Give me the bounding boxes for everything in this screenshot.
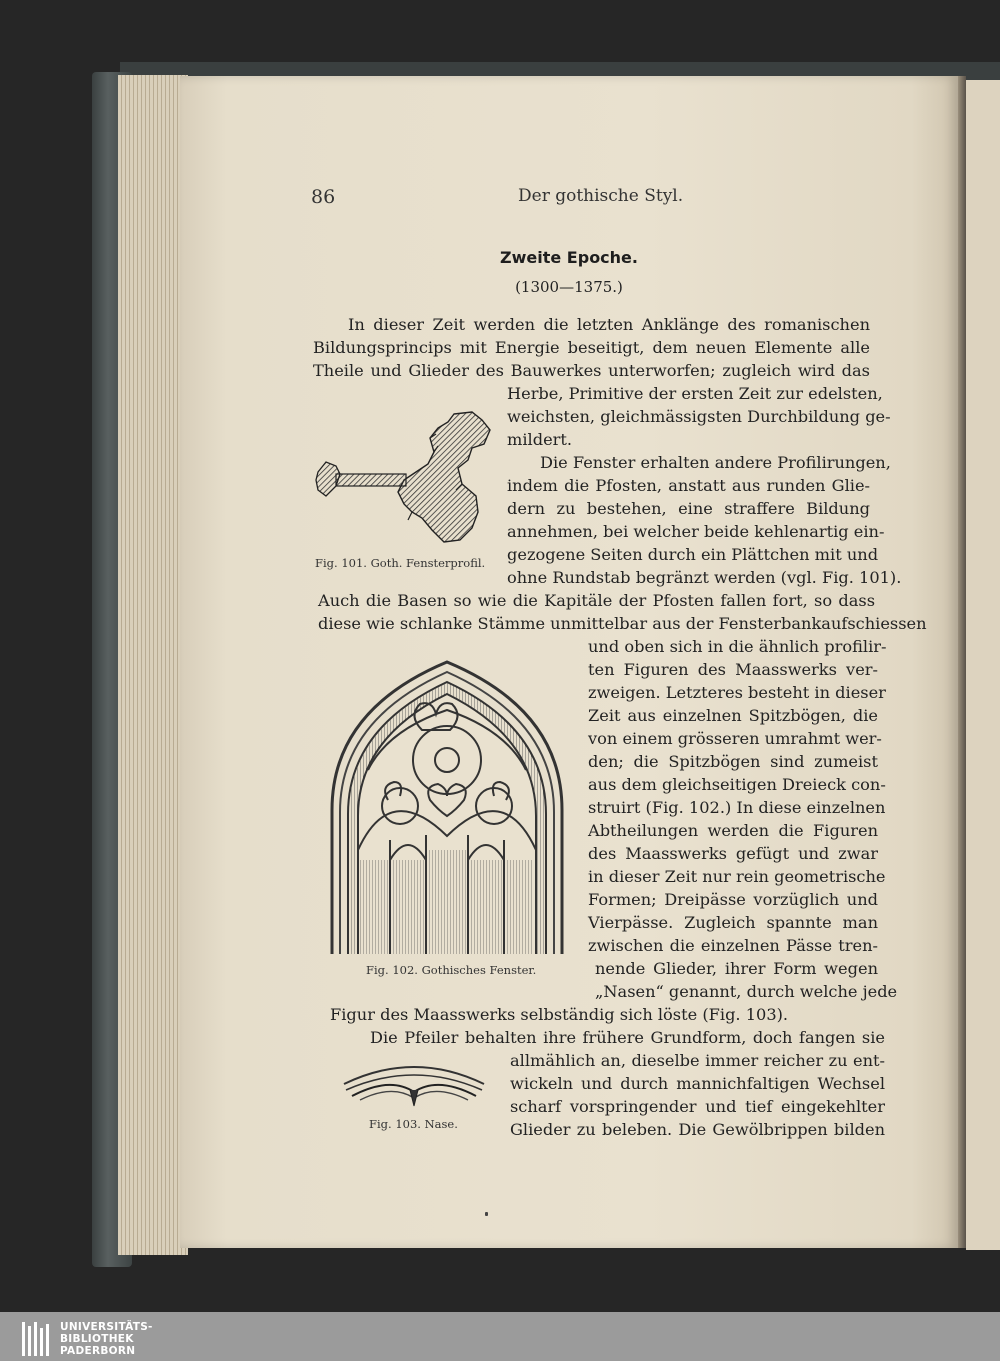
text-line: Glieder zu beleben. Die Gewölbrippen bilden — [510, 1120, 885, 1139]
text-line: Die Fenster erhalten andere Profilirungen, — [540, 453, 891, 472]
text-line: indem die Pfosten, anstatt aus runden Glie- — [507, 476, 870, 495]
facing-page-edge — [966, 80, 1000, 1250]
text-line: zwischen die einzelnen Pässe tren- — [588, 936, 878, 955]
text-line: gezogene Seiten durch ein Plättchen mit und — [507, 545, 879, 564]
text-line: Figur des Maasswerks selbständig sich löste (Fig. 103). — [330, 1005, 789, 1024]
text-line: zweigen. Letzteres besteht in dieser — [588, 683, 886, 702]
text-line: von einem grösseren umrahmt wer- — [588, 729, 882, 748]
book-gutter — [958, 76, 966, 1248]
library-logo-icon — [22, 1322, 52, 1356]
section-years: (1300—1375.) — [515, 278, 623, 296]
text-line: Vierpässe. Zugleich spannte man — [588, 913, 878, 932]
text-line: „Nasen“ genannt, durch welche jede — [595, 982, 898, 1001]
fig-102-gothic-window — [330, 660, 564, 956]
section-title: Zweite Epoche. — [500, 248, 638, 267]
fig-103-cusp — [340, 1060, 488, 1112]
text-line: Bildungsprincips mit Energie beseitigt, dem neuen Elemente alle — [313, 338, 870, 357]
text-line: mildert. — [507, 430, 573, 449]
text-line: weichsten, gleichmässigsten Durchbildung ge- — [507, 407, 891, 426]
library-footer-bar — [0, 1312, 1000, 1361]
text-line: annehmen, bei welcher beide kehlenartig ein- — [507, 522, 885, 541]
text-line: ten Figuren des Maasswerks ver- — [588, 660, 878, 679]
text-line: Auch die Basen so wie die Kapitäle der Pfosten fallen fort, so dass — [318, 591, 875, 610]
text-line: und oben sich in die ähnlich profilir- — [588, 637, 887, 656]
text-line: nende Glieder, ihrer Form wegen — [595, 959, 878, 978]
text-line: In dieser Zeit werden die letzten Anklänge des romanischen — [348, 315, 870, 334]
page-number: 86 — [311, 186, 336, 208]
text-line: in dieser Zeit nur rein geometrische — [588, 867, 886, 886]
text-line: diese wie schlanke Stämme unmittelbar aus der Fensterbankaufschiessen — [318, 614, 927, 633]
fig-102-caption: Fig. 102. Gothisches Fenster. — [366, 963, 537, 977]
text-line: Herbe, Primitive der ersten Zeit zur edelsten, — [507, 384, 883, 403]
running-title: Der gothische Styl. — [518, 186, 684, 206]
page-speck — [485, 1212, 488, 1216]
text-line: des Maasswerks gefügt und zwar — [588, 844, 878, 863]
page-edges — [118, 75, 188, 1255]
fig-101-caption: Fig. 101. Goth. Fensterprofil. — [315, 556, 486, 570]
text-line: wickeln und durch mannichfaltigen Wechsel — [510, 1074, 885, 1093]
library-name — [60, 1321, 153, 1357]
text-line: Formen; Dreipässe vorzüglich und — [588, 890, 878, 909]
text-line: aus dem gleichseitigen Dreieck con- — [588, 775, 886, 794]
text-line: den; die Spitzbögen sind zumeist — [588, 752, 878, 771]
text-line: scharf vorspringender und tief eingekehlter — [510, 1097, 885, 1116]
text-line: ohne Rundstab begränzt werden (vgl. Fig. 101). — [507, 568, 902, 587]
library-name-line: UNIVERSITÄTS- — [60, 1321, 153, 1333]
text-line: struirt (Fig. 102.) In diese einzelnen — [588, 798, 886, 817]
text-line: allmählich an, dieselbe immer reicher zu ent- — [510, 1051, 885, 1070]
fig-101-mullion-profile — [312, 408, 497, 550]
text-line: Theile und Glieder des Bauwerkes unterworfen; zugleich wird das — [313, 361, 870, 380]
text-line: Die Pfeiler behalten ihre frühere Grundform, doch fangen sie — [370, 1028, 885, 1047]
text-line: Zeit aus einzelnen Spitzbögen, die — [588, 706, 878, 725]
text-line: Abtheilungen werden die Figuren — [588, 821, 878, 840]
library-name-line: PADERBORN — [60, 1345, 136, 1357]
fig-103-caption: Fig. 103. Nase. — [369, 1117, 458, 1131]
library-name-line: BIBLIOTHEK — [60, 1333, 134, 1345]
text-line: dern zu bestehen, eine straffere Bildung — [507, 499, 870, 518]
